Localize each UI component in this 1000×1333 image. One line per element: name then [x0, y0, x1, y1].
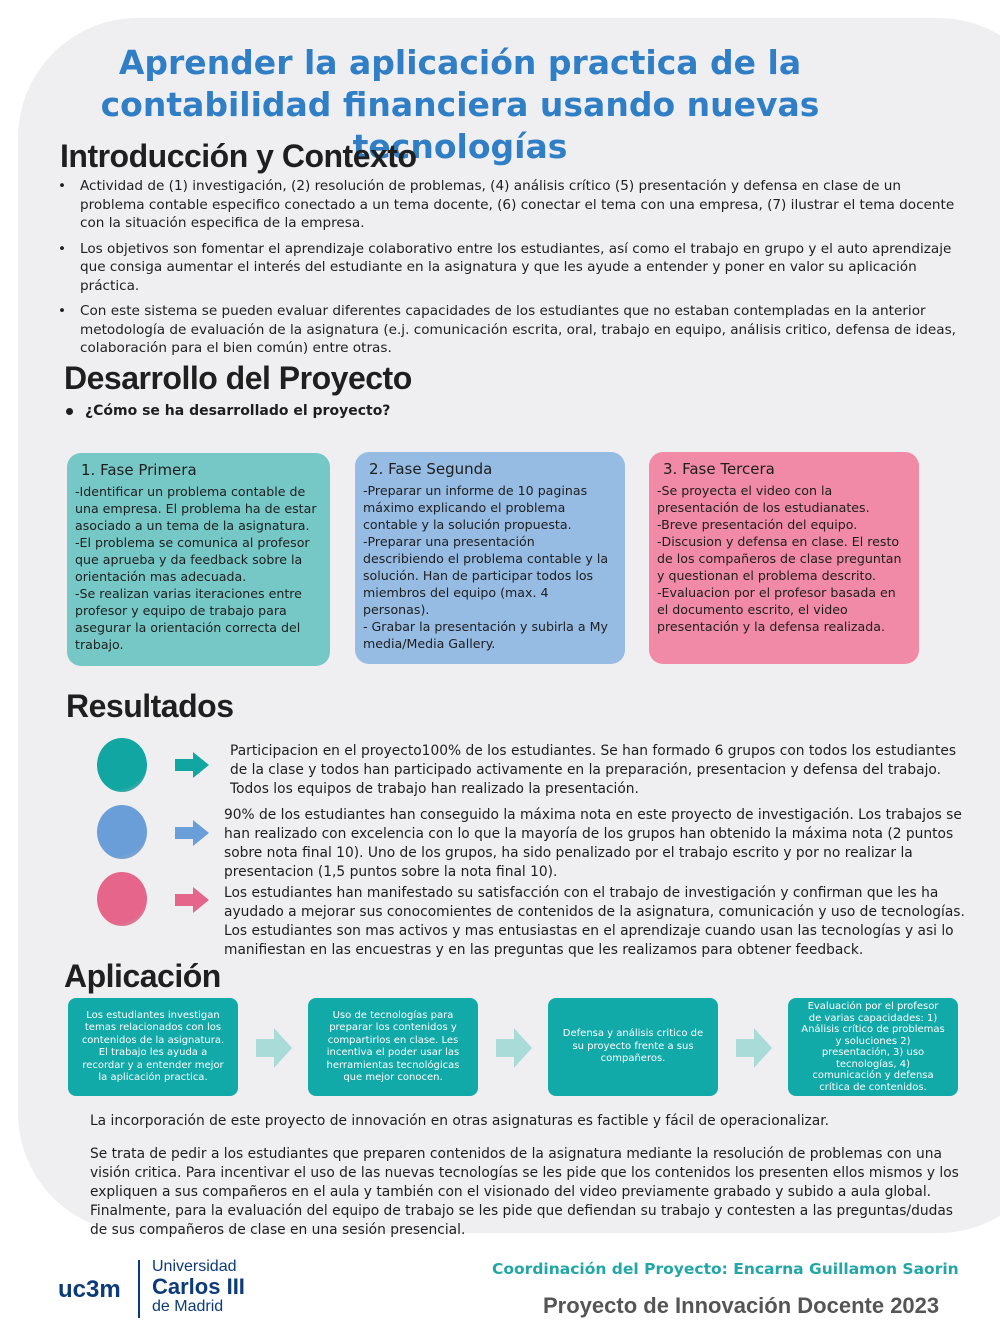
application-paragraph: Se trata de pedir a los estudiantes que preparen contenidos de la asignatura mediante la resolución de problemas con una visión critica. Para incentivar el uso de las nuevas tecnologías se les pide que los contenidos los presenten ellos mismos y los expliquen a sus compañeros en el aula y también con el visionado del video previamente grabado y subido a aula global. Finalmente, para la evaluación del equipo de trabajo se les pide que defiendan su trabajo y contesten a las preguntas/dudas de sus compañeros de clase en una sesión presencial. [90, 1146, 959, 1238]
phase-text: -Se proyecta el video con la presentación de los estudianates. -Breve presentación del equipo. -Discusion y defensa en clase. El resto de los compañeros de clase preguntan y questionan el problema descrito. -Evaluacion por el profesor basada en el documento escrito, el video presentación y la defensa realizada. [657, 483, 902, 634]
logo-wordmark [152, 1258, 245, 1316]
intro-bullets [56, 177, 966, 365]
result-circle-icon [97, 805, 147, 859]
result-circle-icon [97, 872, 147, 926]
university-logo [58, 1258, 268, 1322]
phase-title: 1. Fase Primera [81, 461, 197, 479]
arrow-right-icon [175, 820, 209, 846]
phase-card-2 [355, 452, 625, 664]
question-text: ¿Cómo se ha desarrollado el proyecto? [85, 403, 391, 419]
result-text: Los estudiantes han manifestado su satisfacción con el trabajo de investigación y confirman que les ha ayudado a mejorar sus conocomientes de contenidos de la asignatura, comunicación y uso de tecnologías. Los estudiantes son mas activos y mas entusiastas en el aprendizaje cuando usan las tecnologías y asi lo manifiestan en las encuestras y en las preguntas que les realizamos para obtener feedback. [224, 885, 965, 958]
coordination-text: Coordinación del Proyecto: Encarna Guillamon Saorin [492, 1260, 959, 1278]
result-text: 90% de los estudiantes han conseguido la máxima nota en este proyecto de investigación. Los trabajos se han realizado con excelencia con lo que la mayoría de los grupos han obtenido la máxima nota (2 puntos sobre nota final 10). Uno de los grupos, ha sido penalizado por el trabajo escrito y por no realizar la presentacion (1,5 puntos sobre la nota final 10). [224, 807, 962, 880]
project-name: Proyecto de Innovación Docente 2023 [543, 1293, 940, 1318]
phase-title: 2. Fase Segunda [369, 460, 493, 478]
application-paragraph: La incorporación de este proyecto de innovación en otras asignaturas es factible y fácil de operacionalizar. [90, 1113, 830, 1129]
phase-text: -Identificar un problema contable de una empresa. El problema ha de estar asociado a un tema de la asignatura. -El problema se comunica al profesor que aprueba y da feedback sobre la orientación mas adecuada. -Se realizan varias iteraciones entre profesor y equipo de trabajo para asegurar la orientación correcta del trabajo. [75, 484, 317, 652]
phase-title: 3. Fase Tercera [663, 460, 775, 478]
logo-divider [138, 1260, 140, 1318]
arrow-right-icon [175, 887, 209, 913]
phase-card-1 [67, 453, 330, 666]
intro-heading: Introducción y Contexto [60, 138, 417, 174]
logo-line-2: Carlos III [152, 1274, 245, 1299]
phase-card-3 [649, 452, 919, 664]
result-circle-icon [97, 738, 147, 792]
intro-bullet: • Actividad de (1) investigación, (2) resolución de problemas, (4) análisis crítico (5) presentación y defensa en clase de un problema contable especifico conectado a un tema docente, (6) conectar el tema con una empresa, (7) ilustrar el tema docente con la situación especifica de la empresa. [56, 177, 966, 233]
application-step: Uso de tecnologías para preparar los contenidos y compartirlos en clase. Les incentiva el poder usar las herramientas tecnológicas que mejor conocen. [308, 998, 478, 1096]
application-step: Los estudiantes investigan temas relacionados con los contenidos de la asignatura. El trabajo les ayuda a recordar y a entender mejor la aplicación practica. [68, 998, 238, 1096]
application-step: Evaluación por el profesor de varias capacidades: 1) Análisis crítico de problemas y soluciones 2) presentación, 3) uso tecnologías, 4) comunicación y defensa crítica de contenidos. [788, 998, 958, 1096]
resultados-heading: Resultados [66, 688, 234, 724]
phase-text: -Preparar un informe de 10 paginas máximo explicando el problema contable y la solución propuesta. -Preparar una presentación describiendo el problema contable y la solución. Han de participar todos los miembros del equipo (max. 4 personas). - Grabar la presentación y subirla a My media/Media Gallery. [363, 483, 609, 651]
chevron-right-icon [496, 1028, 532, 1068]
chevron-right-icon [736, 1028, 772, 1068]
poster-title: Aprender la aplicación practica de la contabilidad financiera usando nuevas tecnologías [100, 43, 820, 166]
arrow-right-icon [175, 752, 209, 778]
intro-bullet: • Los objetivos son fomentar el aprendizaje colaborativo entre los estudiantes, así como el trabajo en grupo y el auto aprendizaje que consiga aumentar el interés del estudiante en la asignatura y que les ayude a entender y poner en valor su aplicación práctica. [56, 240, 966, 296]
desarrollo-heading: Desarrollo del Proyecto [64, 360, 412, 396]
logo-short: uc3m [58, 1276, 121, 1303]
result-text: Participacion en el proyecto100% de los estudiantes. Se han formado 6 grupos con todos los estudiantes de la clase y todos han participado activamente en la preparación, presentacion y defensa del trabajo. Todos los equipos de trabajo han realizado la presentación. [230, 743, 957, 797]
application-step: Defensa y análisis critico de su proyecto frente a sus compañeros. [548, 998, 718, 1096]
logo-line-3: de Madrid [152, 1298, 224, 1315]
logo-line-1: Universidad [152, 1258, 237, 1275]
aplicacion-heading: Aplicación [64, 958, 221, 994]
chevron-right-icon [256, 1028, 292, 1068]
desarrollo-question [66, 403, 390, 419]
bullet-dot-icon [66, 408, 73, 415]
intro-bullet: • Con este sistema se pueden evaluar diferentes capacidades de los estudiantes que no estaban contempladas en la anterior metodología de evaluación de la asignatura (e.j. comunicación escrita, oral, trabajo en equipo, análisis critico, defensa de ideas, colaboración para el bien común) entre otras. [56, 302, 966, 358]
